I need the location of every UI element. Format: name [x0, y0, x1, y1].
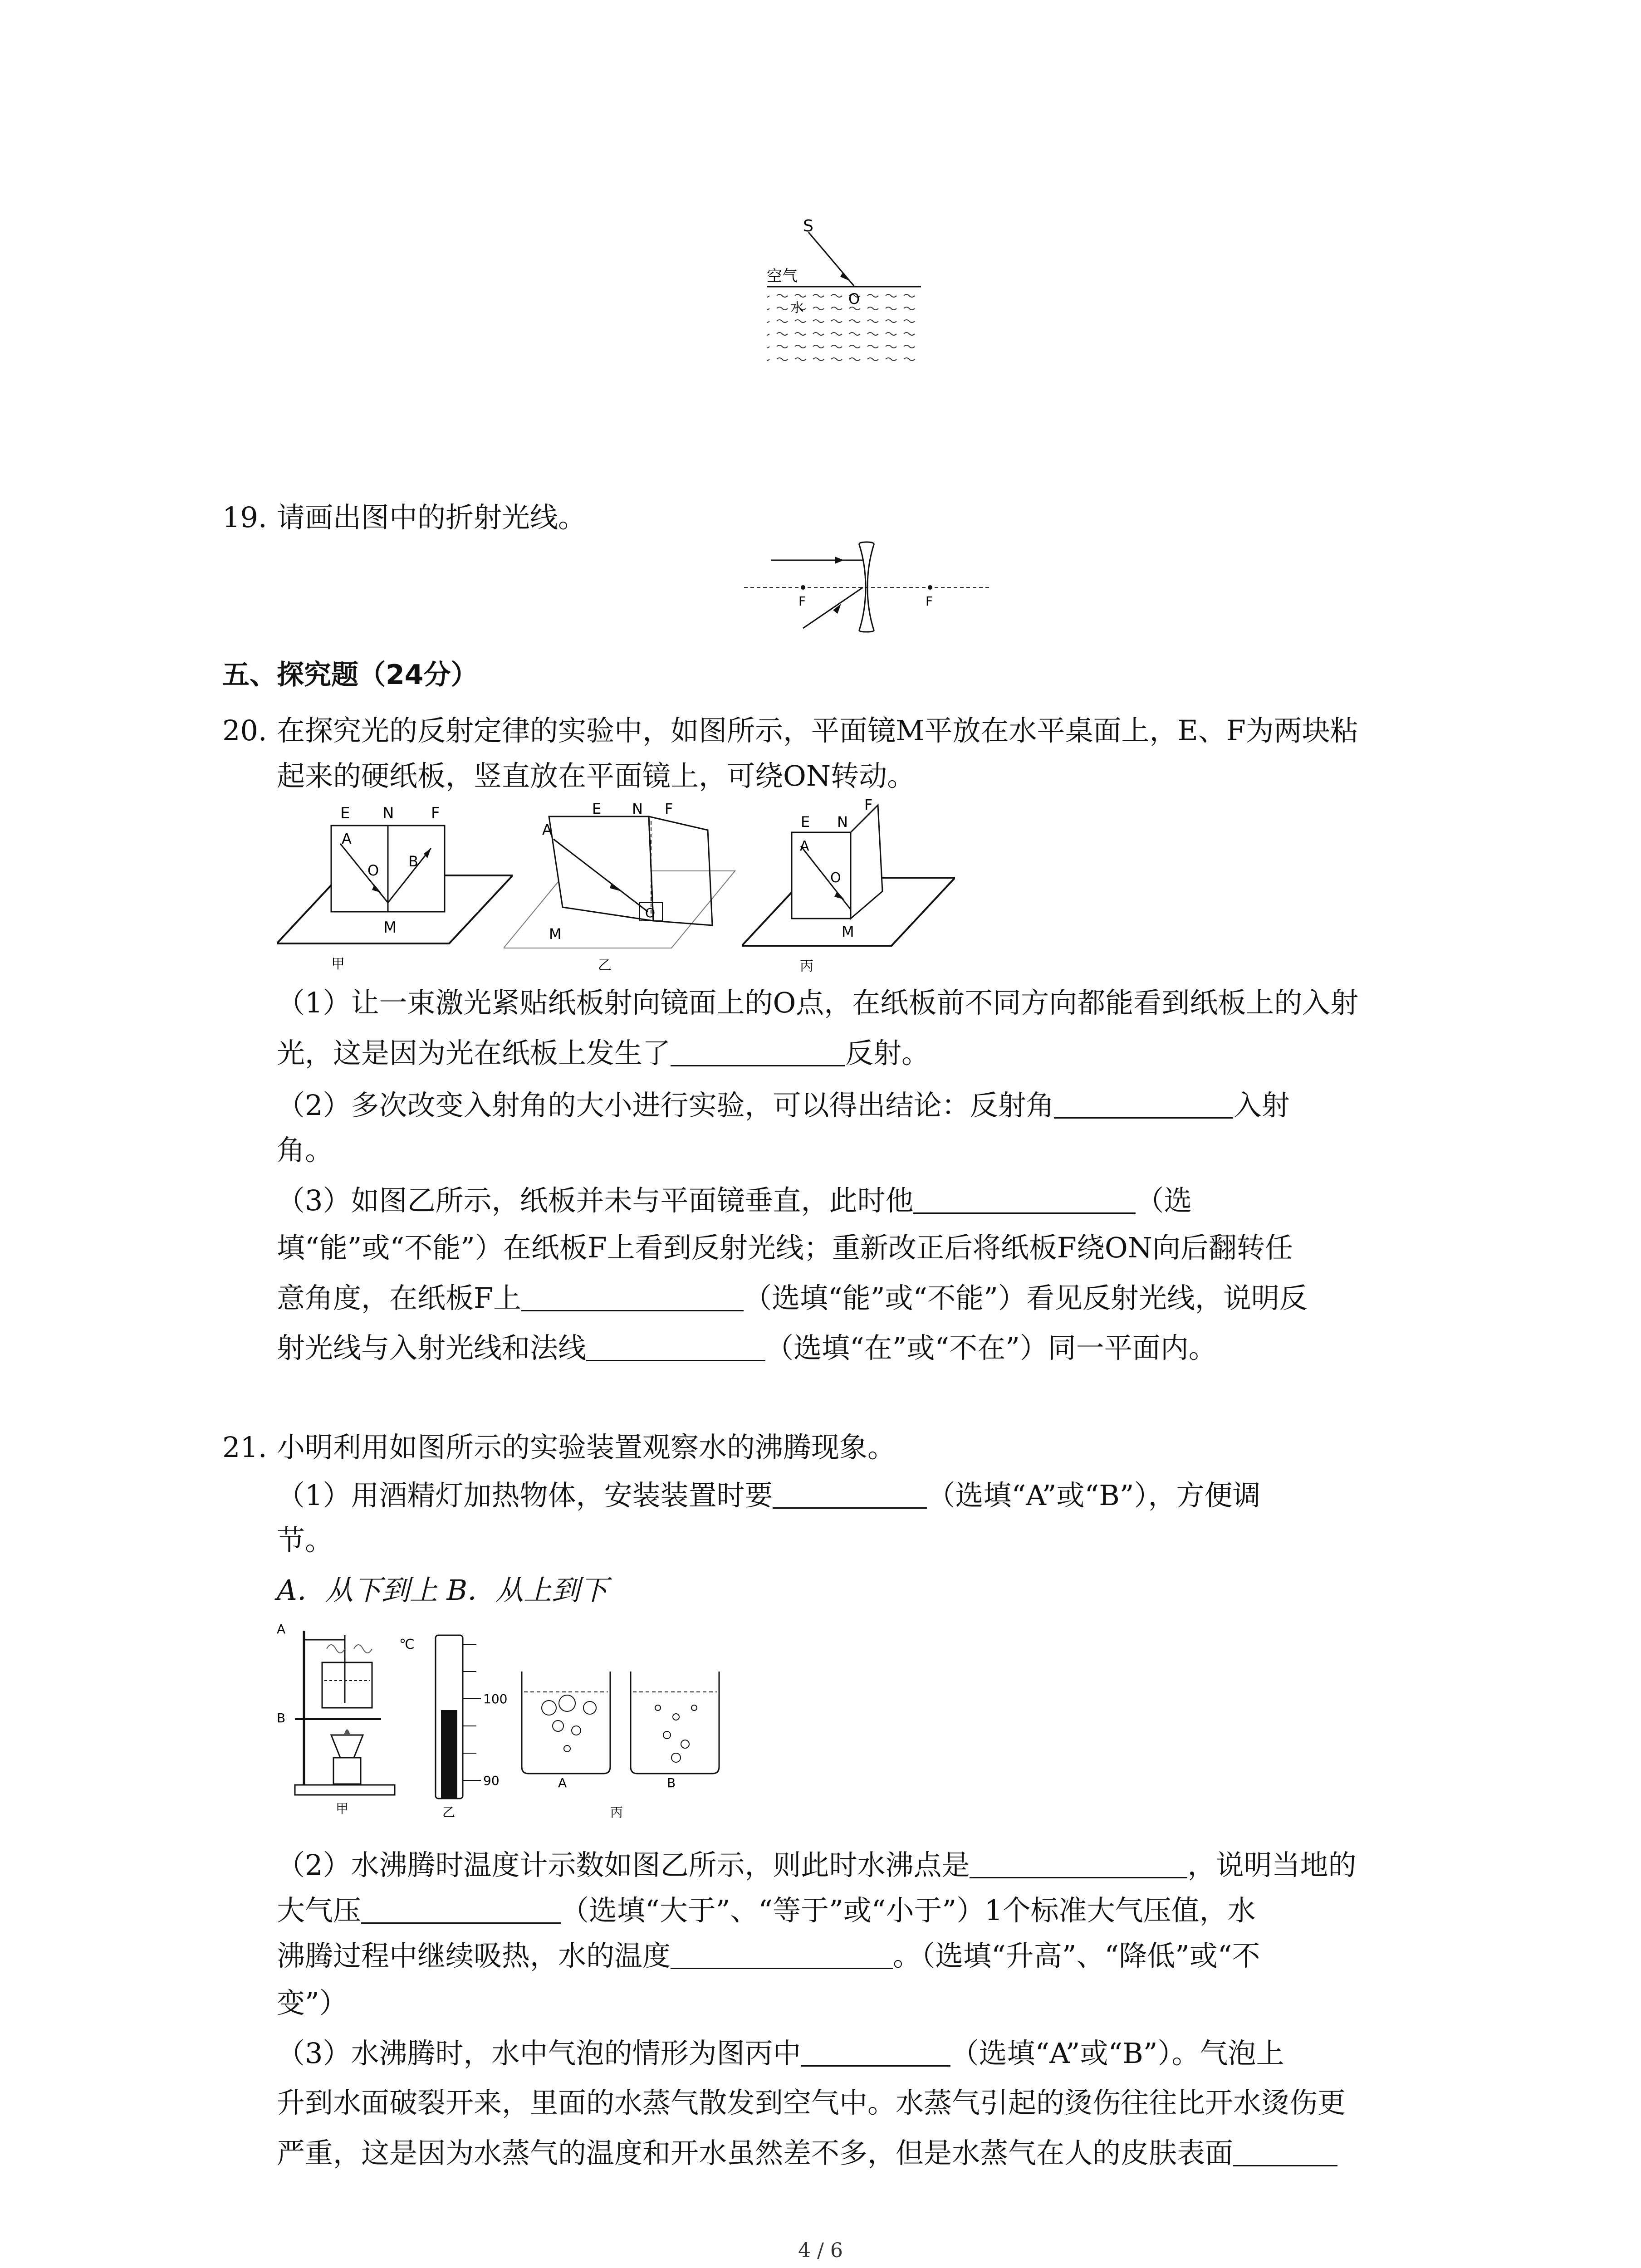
fig18-s-label: S [803, 217, 813, 235]
fig21-bing-cap: 丙 [610, 1805, 623, 1820]
air-water-refraction-figure [758, 213, 930, 367]
question-19-number: 19. [222, 501, 267, 534]
q21-p2-pre: （2）水沸腾时温度计示数如图乙所示，则此时水沸点是 [277, 1848, 970, 1882]
q21-p2b-pre: 大气压 [277, 1894, 362, 1927]
question-21-part3-line1 [277, 2039, 1284, 2068]
q20-p3d-pre: 射光线与入射光线和法线 [277, 1331, 587, 1364]
q21-p3-post: （选填“A”或“B”）。气泡上 [950, 2037, 1284, 2070]
question-21-line1: 小明利用如图所示的实验装置观察水的沸腾现象。 [277, 1431, 896, 1464]
fig20-jia-n: N [382, 804, 394, 822]
q21-p2b-post: （选填“大于”、“等于”或“小于”）1个标准大气压值，水 [561, 1894, 1256, 1927]
fig20-yi-n: N [632, 803, 643, 817]
q21-p3c-text: 严重，这是因为水蒸气的温度和开水虽然差不多，但是水蒸气在人的皮肤表面 [277, 2136, 1234, 2170]
q21-p2c-pre: 沸腾过程中继续吸热，水的温度 [277, 1939, 671, 1972]
q20-blank-4[interactable] [521, 1284, 744, 1311]
fig20-yi-f: F [665, 803, 673, 817]
question-20-part3-line3 [277, 1281, 1308, 1315]
question-21-part2-line1 [277, 1848, 1357, 1882]
fig19-f-left: F [798, 594, 806, 609]
q20-blank-3[interactable] [913, 1186, 1136, 1214]
fig20-bing-e: E [801, 813, 810, 831]
fig18-water-label: 水 [790, 300, 804, 316]
concave-lens-figure [744, 538, 989, 633]
reflection-figure-bing [742, 796, 955, 978]
fig20-yi-e: E [592, 803, 602, 817]
q20-p2-post: 入射 [1233, 1089, 1290, 1122]
q21-blank-1[interactable] [773, 1481, 927, 1509]
q20-p3c-post: （选填“能”或“不能”）看见反射光线，说明反 [744, 1281, 1308, 1315]
q20-p3-post: （选 [1136, 1184, 1192, 1217]
fig20-jia-o: O [367, 862, 379, 879]
reflection-figure-jia [277, 803, 513, 975]
fig20-bing-a: A [800, 838, 809, 854]
question-20-part2-line1 [277, 1089, 1290, 1122]
q21-blank-5[interactable] [801, 2039, 950, 2067]
fig20-bing-m: M [842, 923, 854, 940]
question-21-part2-line3 [277, 1941, 1260, 1970]
q21-blank-4[interactable] [671, 1941, 893, 1969]
fig20-jia-b: B [408, 853, 418, 870]
question-21-part1-line2: 节。 [277, 1524, 333, 1557]
question-20-number: 20. [222, 714, 267, 747]
fig21-tick-90: 90 [483, 1773, 500, 1788]
fig20-jia-e: E [340, 804, 350, 822]
reflection-figure-yi [504, 803, 740, 975]
question-20-part3-line4 [277, 1331, 1217, 1364]
q20-p3c-pre: 意角度，在纸板F上 [277, 1281, 522, 1315]
question-21-part3-line3 [277, 2136, 1337, 2170]
fig21-jia-cap: 甲 [336, 1801, 349, 1816]
q21-p3-pre: （3）水沸腾时，水中气泡的情形为图丙中 [277, 2037, 801, 2070]
fig20-yi-o: O [645, 905, 656, 920]
q21-p1-post: （选填“A”或“B”），方便调 [927, 1479, 1261, 1512]
question-21-number: 21. [222, 1431, 267, 1464]
fig18-o-label: O [848, 290, 860, 308]
question-20-line1: 在探究光的反射定律的实验中，如图所示，平面镜M平放在水平桌面上，E、F为两块粘 [277, 714, 1358, 747]
fig20-yi-a: A [542, 821, 552, 838]
fig20-bing-f: F [864, 796, 873, 813]
boiling-apparatus-figure [277, 1617, 740, 1826]
q21-p1-pre: （1）用酒精灯加热物体，安装装置时要 [277, 1479, 773, 1512]
q21-blank-6[interactable] [1233, 2139, 1337, 2166]
question-19-text: 请画出图中的折射光线。 [277, 501, 587, 534]
q20-blank-2[interactable] [1054, 1091, 1233, 1119]
q21-blank-3[interactable] [361, 1896, 561, 1924]
question-20-part1-line1: （1）让一束激光紧贴纸板射向镜面上的O点，在纸板前不同方向都能看到纸板上的入射 [277, 986, 1359, 1019]
q20-p2-pre: （2）多次改变入射角的大小进行实验，可以得出结论：反射角 [277, 1089, 1054, 1122]
question-21-part2-line4: 变”） [277, 1986, 348, 2019]
fig20-yi-cap: 乙 [598, 958, 612, 973]
q21-blank-2[interactable] [970, 1851, 1187, 1878]
q21-p2c-post: 。（选填“升高”、“降低”或“不 [893, 1939, 1260, 1972]
fig19-f-right: F [926, 594, 933, 609]
q20-blank-1[interactable] [671, 1039, 845, 1066]
question-20-part3-line1 [277, 1186, 1192, 1215]
fig20-bing-n: N [837, 813, 848, 831]
fig21-yi-cap: 乙 [442, 1805, 456, 1820]
q20-p1-pre: 光，这是因为光在纸板上发生了 [277, 1036, 671, 1070]
fig21-a-label: A [277, 1622, 286, 1637]
fig21-celsius: ℃ [399, 1637, 415, 1652]
fig21-beaker-a: A [558, 1775, 567, 1790]
fig20-jia-a: A [342, 830, 352, 847]
fig18-air-label: 空气 [767, 267, 798, 285]
question-21-part1-line1 [277, 1481, 1260, 1510]
question-20-part2-line2: 角。 [277, 1134, 333, 1167]
fig21-b-label: B [277, 1711, 286, 1725]
question-20-line2: 起来的硬纸板，竖直放在平面镜上，可绕ON转动。 [277, 759, 916, 792]
q20-p1-post: 反射。 [845, 1036, 930, 1070]
q20-blank-5[interactable] [586, 1334, 765, 1361]
fig20-yi-m: M [549, 925, 562, 943]
fig21-beaker-b: B [667, 1775, 676, 1790]
fig21-tick-100: 100 [483, 1691, 508, 1706]
q20-p3-pre: （3）如图乙所示，纸板并未与平面镜垂直，此时他 [277, 1184, 914, 1217]
question-20-part3-line2: 填“能”或“不能”）在纸板F上看到反射光线；重新改正后将纸板F绕ON向后翻转任 [277, 1231, 1293, 1264]
fig20-bing-cap: 丙 [800, 958, 813, 974]
question-21-options: A．从下到上 B．从上到下 [277, 1574, 608, 1607]
question-20-part1-line2 [277, 1036, 930, 1070]
page-number: 4 / 6 [798, 2239, 843, 2262]
question-21-part3-line2: 升到水面破裂开来，里面的水蒸气散发到空气中。水蒸气引起的烫伤往往比开水烫伤更 [277, 2086, 1346, 2119]
fig20-bing-o: O [830, 870, 841, 886]
question-21-part2-line2 [277, 1896, 1256, 1925]
fig20-jia-m: M [383, 919, 397, 937]
q20-p3d-post: （选填“在”或“不在”）同一平面内。 [765, 1331, 1217, 1364]
q21-p2-post: ，说明当地的 [1187, 1848, 1357, 1882]
fig20-jia-cap: 甲 [331, 956, 345, 972]
fig20-jia-f: F [431, 804, 440, 822]
section-5-title: 五、探究题（24分） [222, 659, 478, 691]
